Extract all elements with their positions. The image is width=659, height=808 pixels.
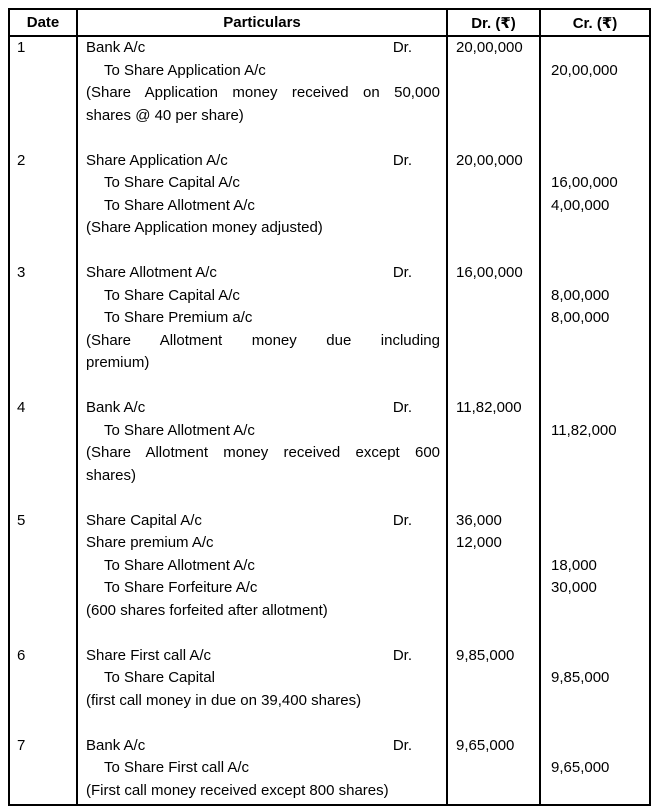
- credit-account-line: To Share Allotment A/c: [104, 196, 255, 214]
- empty-line: [551, 465, 645, 488]
- credit-account-line: To Share Premium a/c: [104, 309, 253, 326]
- entry-date: 3: [17, 264, 26, 281]
- dr-marker: Dr.: [392, 39, 412, 56]
- account-name: Share First call A/c: [86, 646, 212, 664]
- cr-amount: 11,82,000: [551, 421, 617, 439]
- dr-marker: Dr.: [392, 399, 412, 416]
- empty-line: [456, 667, 535, 690]
- empty-line: [456, 217, 535, 240]
- entry-debit-cell: [448, 510, 541, 645]
- entry-debit-cell: [448, 397, 541, 510]
- entry-debit-cell: [448, 37, 541, 150]
- empty-line: [456, 307, 535, 330]
- entry-date-cell: [10, 645, 78, 735]
- debit-account-line: [86, 510, 440, 533]
- entry-debit-cell: [448, 262, 541, 397]
- empty-line: [551, 690, 645, 713]
- header-particulars: Particulars: [78, 10, 448, 35]
- empty-line: [551, 532, 645, 555]
- entry-particulars-cell: [78, 735, 448, 805]
- entry-particulars-cell: [78, 645, 448, 735]
- empty-line: [551, 735, 645, 758]
- empty-line: [456, 555, 535, 578]
- table-header-row: [10, 10, 649, 37]
- entry-date: 2: [17, 151, 26, 169]
- entry-particulars-cell: [78, 37, 448, 150]
- entry-date: 4: [17, 399, 26, 416]
- entry-date-cell: [10, 397, 78, 510]
- empty-line: [456, 60, 535, 83]
- entry-date: 1: [17, 39, 26, 56]
- credit-account-line: To Share Application A/c: [104, 61, 266, 79]
- dr-amount: 12,000: [456, 534, 502, 551]
- empty-line: [456, 105, 535, 128]
- dr-marker: Dr.: [392, 264, 412, 281]
- narration-line: (Share Allotment money received except 600: [86, 444, 440, 461]
- credit-account-line: To Share First call A/c: [104, 759, 250, 776]
- entry-credit-cell: [541, 735, 649, 805]
- narration-line: (Share Application money received on 50,000: [86, 84, 440, 101]
- header-debit: Dr. (₹): [448, 10, 541, 35]
- journal-entry: [10, 735, 649, 805]
- journal-entry: [10, 645, 649, 735]
- dr-amount: 9,65,000: [456, 736, 515, 754]
- narration-line: (First call money received except 800 shares): [86, 781, 389, 799]
- entry-particulars-cell: [78, 262, 448, 397]
- account-name: Bank A/c: [86, 39, 146, 56]
- account-line: shares @ 40 per share): [86, 106, 244, 124]
- account-name: Share Capital A/c: [86, 511, 202, 529]
- empty-line: [551, 262, 645, 285]
- empty-line: [551, 37, 645, 60]
- cr-amount: 30,000: [551, 579, 597, 596]
- narration-line: (Share Allotment money due including: [86, 331, 440, 349]
- empty-line: [551, 510, 645, 533]
- empty-line: [551, 352, 645, 375]
- cr-amount: 20,00,000: [551, 61, 618, 79]
- dr-amount: 16,00,000: [456, 264, 523, 281]
- journal-table: [8, 8, 651, 806]
- entry-debit-cell: [448, 735, 541, 805]
- empty-line: [456, 780, 535, 803]
- cr-amount: 8,00,000: [551, 286, 610, 304]
- entry-date-cell: [10, 150, 78, 263]
- empty-line: [551, 217, 645, 240]
- entry-date: 6: [17, 646, 26, 664]
- entry-date-cell: [10, 735, 78, 805]
- entry-date: 5: [17, 511, 26, 529]
- empty-line: [551, 397, 645, 420]
- journal-entry: [10, 397, 649, 510]
- empty-line: [456, 577, 535, 600]
- credit-account-line: To Share Capital A/c: [104, 174, 240, 191]
- dr-marker: Dr.: [392, 646, 412, 664]
- account-line: premium): [86, 354, 150, 371]
- empty-line: [551, 600, 645, 623]
- entry-particulars-cell: [78, 150, 448, 263]
- dr-marker: Dr.: [392, 151, 412, 169]
- entry-date: 7: [17, 736, 26, 754]
- empty-line: [456, 82, 535, 105]
- empty-line: [551, 105, 645, 128]
- debit-account-line: [86, 37, 440, 60]
- journal-entry: [10, 150, 649, 263]
- narration-line: (600 shares forfeited after allotment): [86, 601, 328, 619]
- empty-line: [551, 645, 645, 668]
- empty-line: [456, 465, 535, 488]
- account-name: Share Application A/c: [86, 151, 228, 169]
- empty-line: [456, 442, 535, 465]
- debit-account-line: [86, 262, 440, 285]
- cr-amount: 18,000: [551, 556, 597, 574]
- empty-line: [456, 172, 535, 195]
- cr-amount: 8,00,000: [551, 309, 610, 326]
- dr-marker: Dr.: [392, 736, 412, 754]
- narration-line: (Share Application money adjusted): [86, 219, 323, 236]
- empty-line: [456, 195, 535, 218]
- dr-amount: 36,000: [456, 511, 502, 529]
- debit-account-line: [86, 397, 440, 420]
- entry-credit-cell: [541, 37, 649, 150]
- credit-account-line: To Share Allotment A/c: [104, 556, 255, 574]
- entry-particulars-cell: [78, 397, 448, 510]
- entry-debit-cell: [448, 645, 541, 735]
- empty-line: [456, 600, 535, 623]
- dr-amount: 20,00,000: [456, 39, 523, 56]
- journal-entry: [10, 510, 649, 645]
- header-date: Date: [10, 10, 78, 35]
- dr-amount: 20,00,000: [456, 151, 523, 169]
- empty-line: [551, 442, 645, 465]
- empty-line: [551, 82, 645, 105]
- entry-particulars-cell: [78, 510, 448, 645]
- account-name: Bank A/c: [86, 736, 146, 754]
- empty-line: [551, 780, 645, 803]
- journal-entry: [10, 37, 649, 150]
- debit-account-line: [86, 735, 440, 758]
- entry-credit-cell: [541, 262, 649, 397]
- credit-account-line: To Share Capital A/c: [104, 286, 240, 304]
- entry-credit-cell: [541, 397, 649, 510]
- empty-line: [456, 420, 535, 443]
- entry-date-cell: [10, 262, 78, 397]
- header-credit: Cr. (₹): [572, 14, 618, 32]
- entry-credit-cell: [541, 645, 649, 735]
- debit-account-line: [86, 150, 440, 173]
- account-line: shares): [86, 466, 137, 484]
- cr-amount: 9,85,000: [551, 669, 610, 686]
- empty-line: [456, 757, 535, 780]
- entry-credit-cell: [541, 510, 649, 645]
- credit-account-line: To Share Forfeiture A/c: [104, 579, 258, 596]
- entry-date-cell: [10, 37, 78, 150]
- table-body: [10, 37, 649, 804]
- entry-date-cell: [10, 510, 78, 645]
- entry-credit-cell: [541, 150, 649, 263]
- empty-line: [456, 352, 535, 375]
- account-name: Bank A/c: [86, 399, 146, 416]
- entry-debit-cell: [448, 150, 541, 263]
- dr-amount: 9,85,000: [456, 646, 515, 664]
- journal-entry: [10, 262, 649, 397]
- empty-line: [551, 330, 645, 353]
- account-line: Share premium A/c: [86, 534, 214, 551]
- account-name: Share Allotment A/c: [86, 264, 217, 281]
- empty-line: [551, 150, 645, 173]
- credit-account-line: To Share Allotment A/c: [104, 421, 255, 439]
- cr-amount: 9,65,000: [551, 759, 610, 776]
- empty-line: [456, 285, 535, 308]
- dr-amount: 11,82,000: [456, 399, 522, 416]
- empty-line: [456, 690, 535, 713]
- cr-amount: 16,00,000: [551, 174, 618, 191]
- empty-line: [456, 330, 535, 353]
- credit-account-line: To Share Capital: [104, 669, 215, 686]
- dr-marker: Dr.: [392, 511, 412, 529]
- narration-line: (first call money in due on 39,400 shares): [86, 691, 362, 709]
- debit-account-line: [86, 645, 440, 668]
- cr-amount: 4,00,000: [551, 196, 610, 214]
